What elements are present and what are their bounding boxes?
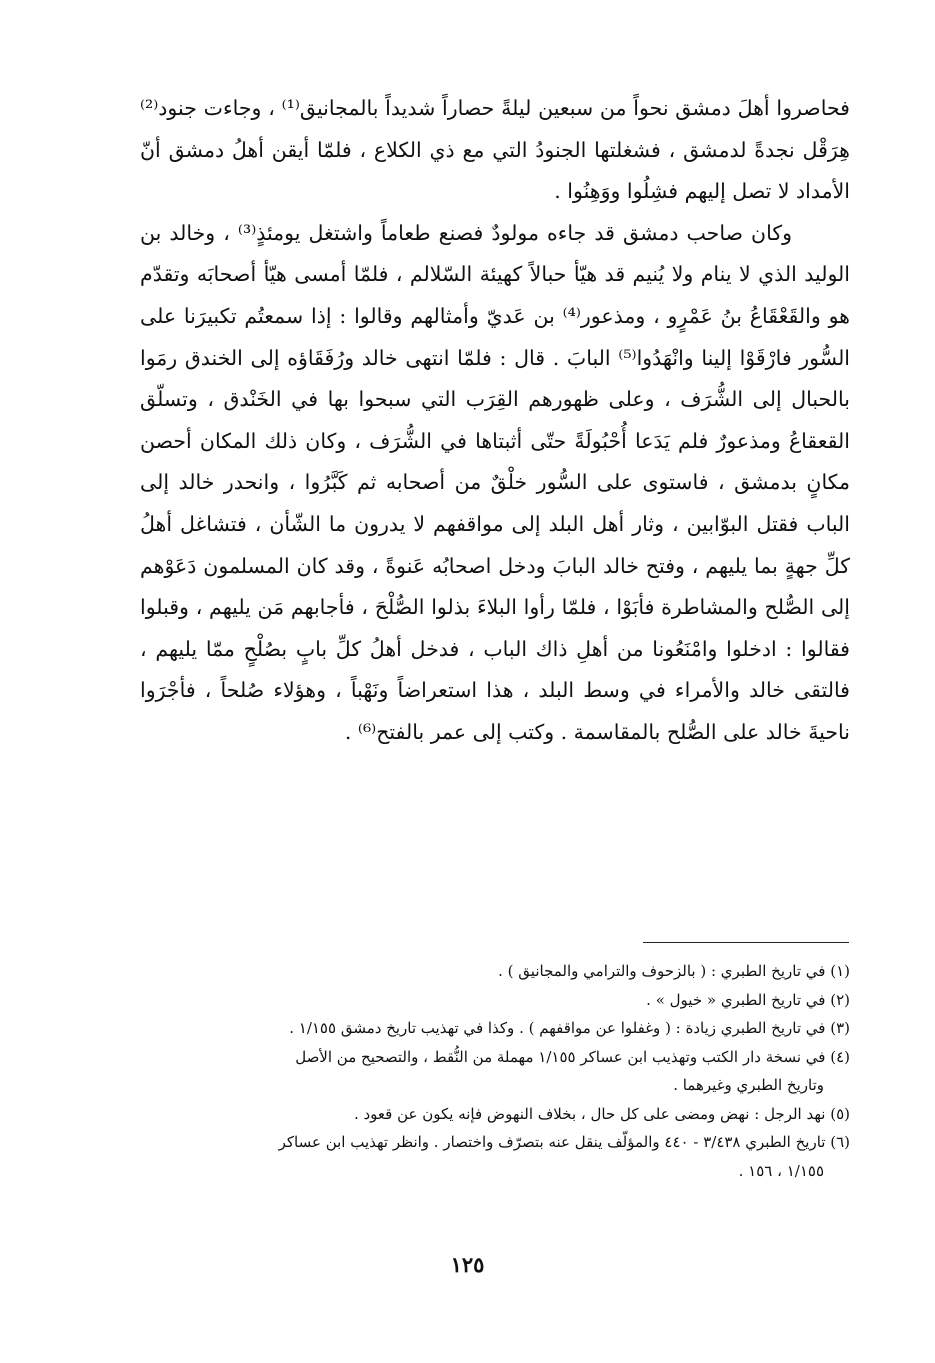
page-number: ١٢٥ [450, 1252, 485, 1277]
footnote-1: (١) في تاريخ الطبري : ( بالزحوف والترامي والمجانيق ) . [498, 962, 850, 980]
footnote-2: (٢) في تاريخ الطبري « خيول » . [646, 990, 850, 1009]
footnote-4: (٤) في نسخة دار الكتب وتهذيب ابن عساكر ١/١٥٥ مهملة من النُّقط ، والتصحيح من الأصل [295, 1047, 850, 1066]
main-text-body [140, 88, 850, 754]
footnote-separator [643, 942, 849, 943]
footnote-6-continuation: ١/١٥٥ ، ١٥٦ . [738, 1161, 824, 1180]
footnote-3: (٣) في تاريخ الطبري زيادة : ( وغفلوا عن مواقفهم ) . وكذا في تهذيب تاريخ دمشق ١/١٥٥ . [289, 1019, 850, 1037]
footnote-6: (٦) تاريخ الطبري ٣/٤٣٨ - ٤٤٠ والمؤلّف ينقل عنه بتصرّف واختصار . وانظر تهذيب ابن عساكر [278, 1133, 850, 1151]
footnotes-section [150, 957, 850, 1185]
footnote-4-continuation: وتاريخ الطبري وغيرهما . [673, 1076, 824, 1094]
footnote-5: (٥) نهد الرجل : نهض ومضى على كل حال ، بخلاف النهوض فإنه يكون عن قعود . [353, 1104, 850, 1123]
paragraph-1: فحاصروا أهلَ دمشق نحواً من سبعين ليلةً حصاراً شديداً بالمجانيق⁽¹⁾ ، وجاءت جنود⁽²⁾ هِرَقْل نجدةً لدمشق ، فشغلتها الجنودُ التي مع ذي الكلاع ، فلمّا أيقن أهلُ دمشق أنّ الأمداد لا تصل إليهم فشِلُوا ووَهِنُوا . [140, 96, 850, 204]
paragraph-2: وكان صاحب دمشق قد جاءه مولودٌ فصنع طعاماً واشتغل يومئذٍ⁽³⁾ ، وخالد بن الوليد الذي لا ينام ولا يُنيم قد هيّأ حبالاً كهيئة السّلالم ، فلمّا أمسى هيّأ أصحابَه وتقدّم هو والقَعْقَاعُ بنُ عَمْرٍو ، ومذعور⁽⁴⁾ بن عَديّ وأمثالهم وقالوا : إذا سمعتُم تكبيرَنا على السُّور فارْقَوْا إلينا وانْهَدُوا⁽⁵⁾ البابَ . قال : فلمّا انتهى خالد ورُفَقَاؤه إلى الخندق رمَوا بالحبال إلى الشُّرَف ، وعلى ظهورهم القِرَب التي سبحوا بها في الخَنْدق ، وتسلّق القعقاعُ ومذعورٌ فلم يَدَعا أُحْبُولَةً حتّى أثبتاها في الشُّرَف ، وكان ذلك المكان أحصن مكانٍ بدمشق ، فاستوى على السُّور خلْقٌ من أصحابه ثم كَبَّرُوا ، وانحدر خالد إلى الباب فقتل البوّابين ، وثار أهل البلد إلى مواقفهم لا يدرون ما الشّأن ، فتشاغل أهلُ كلِّ جهةٍ بما يليهم ، وفتح خالد البابَ ودخل اصحابُه عَنوةً ، وقد كان المسلمون دَعَوْهم إلى الصُّلح والمشاطرة فأبَوْا ، فلمّا رأوا البلاءَ بذلوا الصُّلْحَ ، فأجابهم مَن يليهم ، وقبلوا فقالوا : ادخلوا وامْنَعُونا من أهلِ ذاك الباب ، فدخل أهلُ كلِّ بابٍ بصُلْحٍ ممّا يليهم ، فالتقى خالد والأمراء في وسط البلد ، هذا استعراضاً ونَهْباً ، وهؤلاء صُلحاً ، فأجْرَوا ناحيةَ خالد على الصُّلح بالمقاسمة . وكتب إلى عمر بالفتح⁽⁶⁾ . [140, 220, 851, 744]
